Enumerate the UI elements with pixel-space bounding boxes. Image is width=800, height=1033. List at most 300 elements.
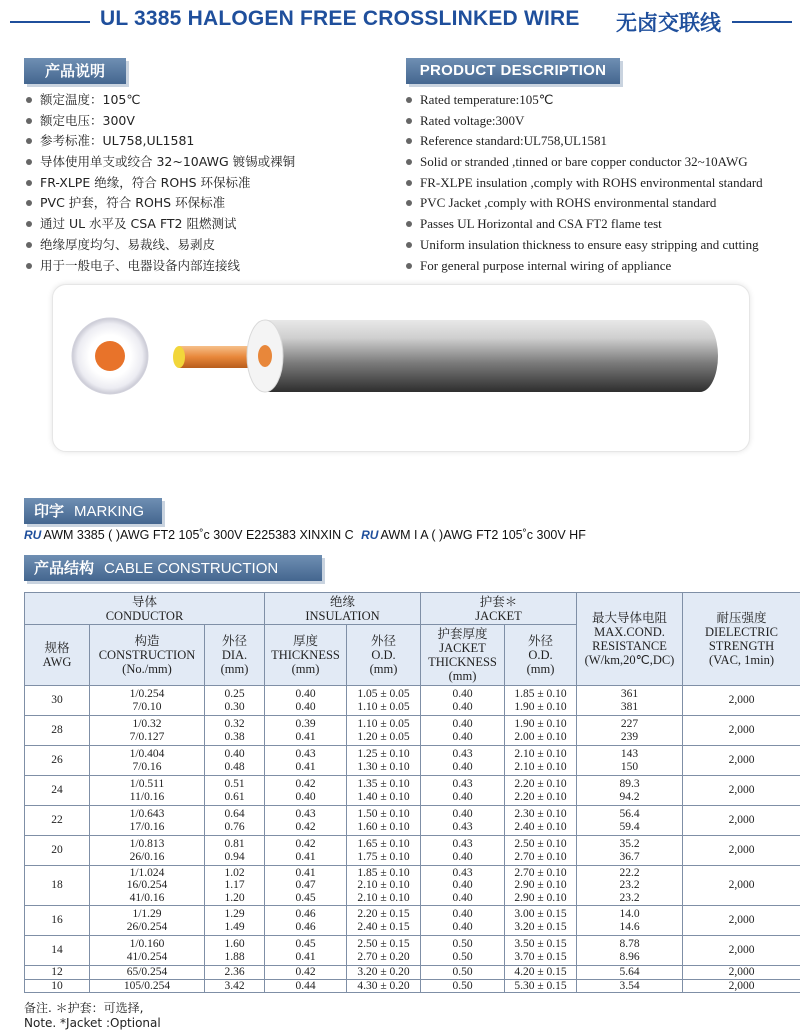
cell-line: 14.0: [619, 908, 640, 920]
bullet-item: PVC Jacket ,comply with ROHS environmental standard: [404, 193, 763, 214]
title-rule-left: [10, 21, 90, 23]
cell-line: 150: [620, 760, 639, 773]
cell-line: 0.41: [295, 760, 316, 773]
cell-line: 0.94: [224, 850, 245, 863]
cell-line: 1.60: [224, 938, 245, 950]
cell-line: 0.41: [295, 950, 316, 963]
cell-line: 239: [620, 730, 639, 743]
cell-jk-od: [505, 966, 577, 980]
cell-jk-thick: [421, 806, 505, 836]
cell-line: 1.17: [224, 879, 245, 892]
cell-jk-thick: [421, 716, 505, 746]
cell-dielectric: 2,000: [683, 806, 800, 836]
cell-line: 3.54: [619, 979, 640, 992]
cell-line: 1.90 ± 0.10: [514, 718, 567, 730]
cell-line: 0.40: [452, 700, 473, 713]
table-row: [25, 716, 800, 746]
cell-ins-od: [347, 716, 421, 746]
cell-dielectric: 2,000: [683, 836, 800, 866]
cell-resistance: [577, 966, 683, 980]
cell-jk-od: [505, 806, 577, 836]
cell-line: 16/0.254: [126, 879, 168, 892]
bullet-item: 额定电压：300V: [24, 111, 295, 132]
cross-section-conductor: [95, 341, 125, 371]
table-header-row: [25, 593, 800, 625]
cell-ins-od: [347, 686, 421, 716]
cell-line: 0.48: [224, 760, 245, 773]
cell-line: 1/1.29: [132, 908, 162, 920]
cell-line: 0.47: [295, 879, 316, 892]
cell-line: 0.38: [224, 730, 245, 743]
bullet-item: 额定温度：105℃: [24, 90, 295, 111]
cell-line: 1.05 ± 0.05: [357, 688, 410, 700]
header-ins-thickness: 厚度 THICKNESS (mm): [265, 625, 347, 686]
cell-line: 94.2: [619, 790, 640, 803]
table-body: [25, 686, 800, 993]
cell-dielectric: 2,000: [683, 716, 800, 746]
cell-awg: 28: [25, 716, 90, 746]
cell-line: 14.6: [619, 920, 640, 933]
marking-tag-en: MARKING: [74, 503, 145, 520]
table-row: [25, 866, 800, 906]
bullet-item: PVC 护套，符合 ROHS 环保标准: [24, 193, 295, 214]
cell-line: 1/0.511: [129, 778, 165, 790]
cell-construction: [90, 866, 205, 906]
cell-line: 0.40: [295, 700, 316, 713]
cell-line: 2.90 ± 0.10: [514, 891, 567, 904]
cell-line: 2.50 ± 0.15: [357, 938, 410, 950]
cell-ins-thick: [265, 836, 347, 866]
cell-construction: [90, 686, 205, 716]
cell-line: 0.43: [452, 778, 473, 790]
cell-line: 0.43: [452, 748, 473, 760]
section-tag-marking: [24, 498, 162, 524]
cell-line: 0.76: [224, 820, 245, 833]
cell-line: 0.45: [295, 938, 316, 950]
cell-dia: [205, 966, 265, 980]
cell-line: 1/0.254: [129, 688, 165, 700]
cell-line: 1/0.404: [129, 748, 165, 760]
cell-line: 3.70 ± 0.15: [514, 950, 567, 963]
cell-ins-thick: [265, 686, 347, 716]
table-row: [25, 686, 800, 716]
cell-line: 2.30 ± 0.10: [514, 808, 567, 820]
cell-ins-od: [347, 836, 421, 866]
cell-line: 2.70 ± 0.10: [514, 866, 567, 879]
bullet-item: FR-XLPE insulation ,comply with ROHS environmental standard: [404, 173, 763, 194]
en-bullet-list: [404, 90, 763, 276]
cell-line: 59.4: [619, 820, 640, 833]
cell-ins-od: [347, 936, 421, 966]
cell-line: 2.70 ± 0.10: [514, 850, 567, 863]
cell-line: 0.40: [452, 920, 473, 933]
cell-line: 1.25 ± 0.10: [357, 748, 410, 760]
cell-line: 23.2: [619, 891, 640, 904]
cell-line: 0.42: [295, 778, 316, 790]
cell-ins-thick: [265, 979, 347, 993]
cell-line: 0.40: [295, 688, 316, 700]
wire-illustration: [60, 298, 730, 438]
table-row: [25, 979, 800, 993]
cell-line: 11/0.16: [129, 790, 165, 803]
cell-line: 1/0.643: [129, 808, 165, 820]
cell-dielectric: 2,000: [683, 936, 800, 966]
cell-line: 41/0.16: [129, 891, 165, 904]
cell-line: 1.90 ± 0.10: [514, 700, 567, 713]
bullet-item: Passes UL Horizontal and CSA FT2 flame test: [404, 214, 763, 235]
cell-dielectric: 2,000: [683, 746, 800, 776]
cell-dia: [205, 806, 265, 836]
cell-construction: [90, 906, 205, 936]
cell-jk-od: [505, 906, 577, 936]
cell-line: 0.42: [295, 820, 316, 833]
cell-jk-od: [505, 686, 577, 716]
table-row: [25, 966, 800, 980]
cell-line: 0.81: [224, 838, 245, 850]
cell-line: 1.20 ± 0.05: [357, 730, 410, 743]
wire-conductor-end: [173, 346, 185, 368]
cell-line: 0.40: [452, 688, 473, 700]
cell-construction: [90, 836, 205, 866]
cell-line: 0.40: [452, 730, 473, 743]
cell-line: 1.10 ± 0.05: [357, 718, 410, 730]
cell-line: 0.30: [224, 700, 245, 713]
cell-resistance: [577, 776, 683, 806]
bullet-item: 导体使用单支或绞合 32~10AWG 镀锡或裸铜: [24, 152, 295, 173]
cell-line: 7/0.16: [132, 760, 162, 773]
cell-line: 0.43: [452, 866, 473, 879]
cell-dielectric: 2,000: [683, 776, 800, 806]
cell-resistance: [577, 906, 683, 936]
cell-line: 4.30 ± 0.20: [357, 979, 410, 992]
cell-ins-od: [347, 979, 421, 993]
cell-line: 1.75 ± 0.10: [357, 850, 410, 863]
cell-line: 1.88: [224, 950, 245, 963]
cell-line: 0.43: [295, 748, 316, 760]
cell-line: 35.2: [619, 838, 640, 850]
cell-awg: 20: [25, 836, 90, 866]
cell-ins-thick: [265, 866, 347, 906]
cell-line: 0.46: [295, 920, 316, 933]
cell-dia: [205, 716, 265, 746]
cell-line: 36.7: [619, 850, 640, 863]
section-tag-product-description: PRODUCT DESCRIPTION: [406, 58, 620, 84]
cell-line: 2.10 ± 0.10: [357, 879, 410, 892]
cell-construction: [90, 776, 205, 806]
cell-line: 1.85 ± 0.10: [357, 866, 410, 879]
bullet-item: 通过 UL 水平及 CSA FT2 阻燃测试: [24, 214, 295, 235]
cell-line: 0.43: [295, 808, 316, 820]
cell-dielectric: 2,000: [683, 966, 800, 980]
cell-jk-thick: [421, 776, 505, 806]
header-conductor: 导体 CONDUCTOR: [25, 593, 265, 625]
cell-line: 22.2: [619, 866, 640, 879]
cell-line: 0.25: [224, 688, 245, 700]
cell-line: 1/1.024: [129, 866, 165, 879]
marking-text-2: AWM I A ( )AWG FT2 105˚c 300V HF: [380, 528, 586, 542]
footnote-en: Note. *Jacket :Optional: [24, 1016, 161, 1030]
cell-line: 1/0.813: [129, 838, 165, 850]
bullet-item: Rated voltage:300V: [404, 111, 763, 132]
cell-line: 1.30 ± 0.10: [357, 760, 410, 773]
cell-ins-thick: [265, 906, 347, 936]
cell-line: 2.20 ± 0.10: [514, 778, 567, 790]
cell-ins-thick: [265, 936, 347, 966]
cell-ins-od: [347, 866, 421, 906]
cell-line: 2.40 ± 0.10: [514, 820, 567, 833]
bullet-item: Reference standard:UL758,UL1581: [404, 131, 763, 152]
cell-line: 0.41: [295, 850, 316, 863]
cell-ins-od: [347, 966, 421, 980]
cell-awg: 18: [25, 866, 90, 906]
cell-jk-thick: [421, 966, 505, 980]
cell-line: 0.40: [452, 790, 473, 803]
section-tag-cable-construction: [24, 555, 322, 581]
cell-line: 2.40 ± 0.15: [357, 920, 410, 933]
cell-line: 0.50: [452, 979, 473, 992]
cell-line: 0.39: [295, 718, 316, 730]
cell-line: 0.50: [452, 938, 473, 950]
cell-line: 0.44: [295, 979, 316, 992]
header-jacket-od: 外径 O.D. (mm): [505, 625, 577, 686]
cell-ins-od: [347, 776, 421, 806]
cell-line: 227: [620, 718, 639, 730]
cell-line: 1.35 ± 0.10: [357, 778, 410, 790]
table-row: [25, 906, 800, 936]
cell-line: 3.00 ± 0.15: [514, 908, 567, 920]
cell-line: 4.20 ± 0.15: [514, 966, 567, 978]
cell-line: 143: [620, 748, 639, 760]
cell-resistance: [577, 866, 683, 906]
cell-ins-od: [347, 906, 421, 936]
footnote: [24, 1001, 161, 1031]
bullet-item: For general purpose internal wiring of appliance: [404, 256, 763, 277]
cell-dia: [205, 979, 265, 993]
cell-awg: 22: [25, 806, 90, 836]
cell-resistance: [577, 746, 683, 776]
cell-awg: 12: [25, 966, 90, 980]
cell-line: 17/0.16: [129, 820, 165, 833]
cell-dielectric: 2,000: [683, 979, 800, 993]
cell-jk-od: [505, 866, 577, 906]
cell-awg: 26: [25, 746, 90, 776]
cell-line: 2.10 ± 0.10: [514, 760, 567, 773]
table-row: [25, 806, 800, 836]
cell-ins-od: [347, 746, 421, 776]
cell-line: 0.41: [295, 866, 316, 879]
title-rule-right: [732, 21, 792, 23]
bullet-item: 用于一般电子、电器设备内部连接线: [24, 256, 295, 277]
cell-ins-od: [347, 806, 421, 836]
construction-tag-cn: 产品结构: [34, 559, 95, 577]
cell-line: 1.10 ± 0.05: [357, 700, 410, 713]
cell-dia: [205, 746, 265, 776]
bullet-item: 参考标准：UL758,UL1581: [24, 131, 295, 152]
header-construction: 构造 CONSTRUCTION (No./mm): [90, 625, 205, 686]
header-resistance: 最大导体电阻 MAX.COND. RESISTANCE (W/km,20℃,DC): [577, 593, 683, 686]
cell-line: 0.43: [452, 838, 473, 850]
cell-line: 0.40: [452, 718, 473, 730]
cell-awg: 16: [25, 906, 90, 936]
cell-line: 1.50 ± 0.10: [357, 808, 410, 820]
cell-line: 0.61: [224, 790, 245, 803]
cell-line: 0.50: [452, 950, 473, 963]
cell-line: 2.36: [224, 966, 245, 978]
cell-line: 0.40: [452, 891, 473, 904]
bullet-item: 绝缘厚度均匀、易裁线、易剥皮: [24, 235, 295, 256]
cell-line: 0.51: [224, 778, 245, 790]
header-jacket-thickness: 护套厚度 JACKET THICKNESS (mm): [421, 625, 505, 686]
cell-line: 0.41: [295, 730, 316, 743]
cell-line: 2.20 ± 0.15: [357, 908, 410, 920]
cell-jk-od: [505, 936, 577, 966]
cell-line: 0.32: [224, 718, 245, 730]
table-row: [25, 836, 800, 866]
cn-bullet-list: [24, 90, 295, 276]
cell-line: 23.2: [619, 879, 640, 892]
bullet-item: Uniform insulation thickness to ensure easy stripping and cutting: [404, 235, 763, 256]
cell-awg: 14: [25, 936, 90, 966]
cell-line: 0.42: [295, 838, 316, 850]
cell-line: 56.4: [619, 808, 640, 820]
header-insulation: 绝缘 INSULATION: [265, 593, 421, 625]
cell-jk-od: [505, 979, 577, 993]
cell-construction: [90, 746, 205, 776]
cell-ins-thick: [265, 966, 347, 980]
cell-line: 0.40: [452, 760, 473, 773]
cell-line: 1/0.160: [129, 938, 165, 950]
cell-line: 0.46: [295, 908, 316, 920]
cell-dia: [205, 936, 265, 966]
cell-awg: 24: [25, 776, 90, 806]
cell-line: 0.50: [452, 966, 473, 978]
cell-jk-thick: [421, 866, 505, 906]
cell-line: 1.02: [224, 866, 245, 879]
cell-line: 26/0.16: [129, 850, 165, 863]
cell-line: 89.3: [619, 778, 640, 790]
cell-line: 2.10 ± 0.10: [357, 891, 410, 904]
title-row: [10, 6, 792, 36]
cell-line: 5.30 ± 0.15: [514, 979, 567, 992]
cell-dielectric: 2,000: [683, 866, 800, 906]
cell-dia: [205, 866, 265, 906]
cell-construction: [90, 979, 205, 993]
cell-line: 1.40 ± 0.10: [357, 790, 410, 803]
cell-line: 0.45: [295, 891, 316, 904]
cell-dia: [205, 686, 265, 716]
cell-line: 381: [620, 700, 639, 713]
cell-dia: [205, 836, 265, 866]
cell-awg: 10: [25, 979, 90, 993]
cell-jk-thick: [421, 836, 505, 866]
cell-line: 105/0.254: [123, 979, 171, 992]
footnote-cn: 备注. ＊护套：可选择,: [24, 1001, 144, 1015]
cell-dia: [205, 776, 265, 806]
header-jacket: 护套＊ JACKET: [421, 593, 577, 625]
cell-line: 0.40: [452, 808, 473, 820]
section-tag-cn-description: 产品说明: [24, 58, 126, 84]
cell-jk-thick: [421, 936, 505, 966]
cell-resistance: [577, 936, 683, 966]
cell-ins-thick: [265, 806, 347, 836]
cell-ins-thick: [265, 776, 347, 806]
cell-line: 8.96: [619, 950, 640, 963]
cell-awg: 30: [25, 686, 90, 716]
table-row: [25, 936, 800, 966]
cell-line: 0.40: [452, 908, 473, 920]
cell-resistance: [577, 716, 683, 746]
table-row: [25, 746, 800, 776]
header-dia: 外径 DIA. (mm): [205, 625, 265, 686]
cell-line: 1.85 ± 0.10: [514, 688, 567, 700]
page-title-cn: 无卤交联线: [616, 11, 721, 35]
cell-resistance: [577, 686, 683, 716]
cell-line: 1.20: [224, 891, 245, 904]
cell-line: 361: [620, 688, 639, 700]
bullet-item: Rated temperature:105℃: [404, 90, 763, 111]
cell-line: 0.40: [452, 879, 473, 892]
cell-jk-od: [505, 746, 577, 776]
wire-jacket-core: [258, 345, 272, 367]
cell-resistance: [577, 979, 683, 993]
cell-jk-thick: [421, 979, 505, 993]
ul-logo-icon: RU: [24, 528, 42, 542]
table-row: [25, 776, 800, 806]
header-dielectric: 耐压强度 DIELECTRIC STRENGTH (VAC, 1min): [683, 593, 800, 686]
cell-line: 1.49: [224, 920, 245, 933]
cell-dielectric: 2,000: [683, 686, 800, 716]
cell-line: 2.50 ± 0.10: [514, 838, 567, 850]
cell-jk-od: [505, 716, 577, 746]
marking-text-1: AWM 3385 ( )AWG FT2 105˚c 300V E225383 XINXIN C: [43, 528, 354, 542]
cell-construction: [90, 966, 205, 980]
page-title: UL 3385 HALOGEN FREE CROSSLINKED WIRE: [100, 7, 580, 30]
bullet-item: Solid or stranded ,tinned or bare copper conductor 32~10AWG: [404, 152, 763, 173]
cell-construction: [90, 936, 205, 966]
cell-line: 41/0.254: [126, 950, 168, 963]
cable-construction-table: [24, 592, 800, 993]
cell-line: 7/0.10: [132, 700, 162, 713]
cell-dielectric: 2,000: [683, 906, 800, 936]
cell-line: 3.50 ± 0.15: [514, 938, 567, 950]
cell-line: 2.70 ± 0.20: [357, 950, 410, 963]
marking-tag-cn: 印字: [34, 502, 65, 520]
cell-line: 65/0.254: [126, 966, 168, 978]
header-ins-od: 外径 O.D. (mm): [347, 625, 421, 686]
cell-jk-thick: [421, 746, 505, 776]
cell-line: 8.78: [619, 938, 640, 950]
cell-line: 0.40: [452, 850, 473, 863]
cell-construction: [90, 716, 205, 746]
cell-line: 0.64: [224, 808, 245, 820]
cell-jk-od: [505, 776, 577, 806]
cell-line: 2.00 ± 0.10: [514, 730, 567, 743]
cell-line: 0.43: [452, 820, 473, 833]
cell-line: 1.29: [224, 908, 245, 920]
cell-resistance: [577, 836, 683, 866]
cell-line: 0.40: [224, 748, 245, 760]
cell-line: 2.90 ± 0.10: [514, 879, 567, 892]
cell-dia: [205, 906, 265, 936]
bullet-item: FR-XLPE 绝缘，符合 ROHS 环保标准: [24, 173, 295, 194]
construction-tag-en: CABLE CONSTRUCTION: [104, 560, 279, 577]
cell-line: 5.64: [619, 966, 640, 978]
cell-line: 2.20 ± 0.10: [514, 790, 567, 803]
cell-line: 3.42: [224, 979, 245, 992]
wire-jacket: [265, 320, 718, 392]
cell-construction: [90, 806, 205, 836]
cell-line: 1.65 ± 0.10: [357, 838, 410, 850]
